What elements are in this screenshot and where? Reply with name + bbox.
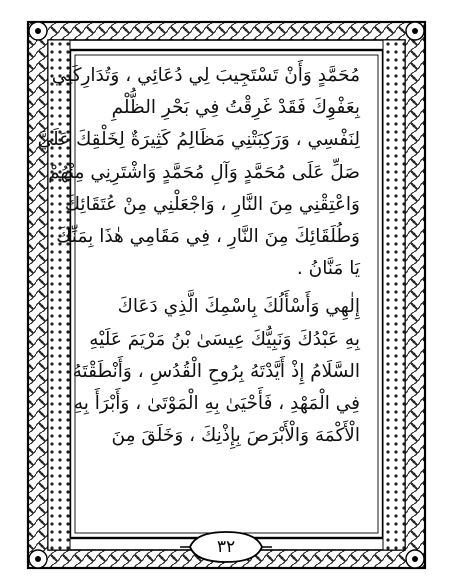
- text-line: لِنَفْسِي ، وَرَكِبَتْنِي مَظَالِمُ كَثِيرَةٌ لِخَلْقِكَ عَلَيَّ: [37, 129, 360, 151]
- text-line: بِهِ عَبْدُكَ وَنَبِيُّكَ عِيسَىٰ بْنُ مَرْيَمَ عَلَيْهِ: [89, 328, 360, 350]
- text-line: وَطُلَقَائِكَ مِنَ النَّارِ ، فِي مَقَامِي هٰذَا بِمَنِّكَ: [56, 225, 360, 247]
- text-line: السَّلَامُ إِذْ أَيَّدْتَهُ بِرُوحِ الْقُدُسِ ، وَأَنْطَقْتَهُ: [72, 360, 360, 382]
- text-line: يَا مَنَّانُ .: [296, 258, 360, 280]
- text-line: فِي الْمَهْدِ ، فَأَحْيَىٰ بِهِ الْمَوْتَىٰ ، وَأَبْرَأَ بِهِ: [73, 392, 360, 414]
- text-line: مُحَمَّدٍ وَأَنْ تَسْتَجِيبَ لِي دُعَائِي ، وَتُدَارِكَنِي: [51, 65, 360, 86]
- text-line: الْأَكْمَهَ وَالْأَبْرَصَ بِإِذْنِكَ ، وَخَلَقَ مِنَ: [111, 425, 360, 447]
- page-number: ٣٢: [216, 537, 236, 557]
- text-line: إِلٰهِي وَأَسْأَلُكَ بِاسْمِكَ الَّذِي دَعَاكَ: [117, 296, 360, 318]
- text-line: صَلِّ عَلَى مُحَمَّدٍ وَآلِ مُحَمَّدٍ وَاشْتَرِنِي مِنْهُمْ: [48, 161, 360, 183]
- text-line: بِعَفْوِكَ فَقَدْ غَرِقْتُ فِي بَحْرِ الظُّلْمِ: [111, 97, 360, 119]
- prayer-text: [37, 60, 360, 530]
- text-line: وَاعْتِقْنِي مِنَ النَّارِ ، وَاجْعَلْنِي مِنْ عُتَقَائِكَ: [64, 193, 360, 215]
